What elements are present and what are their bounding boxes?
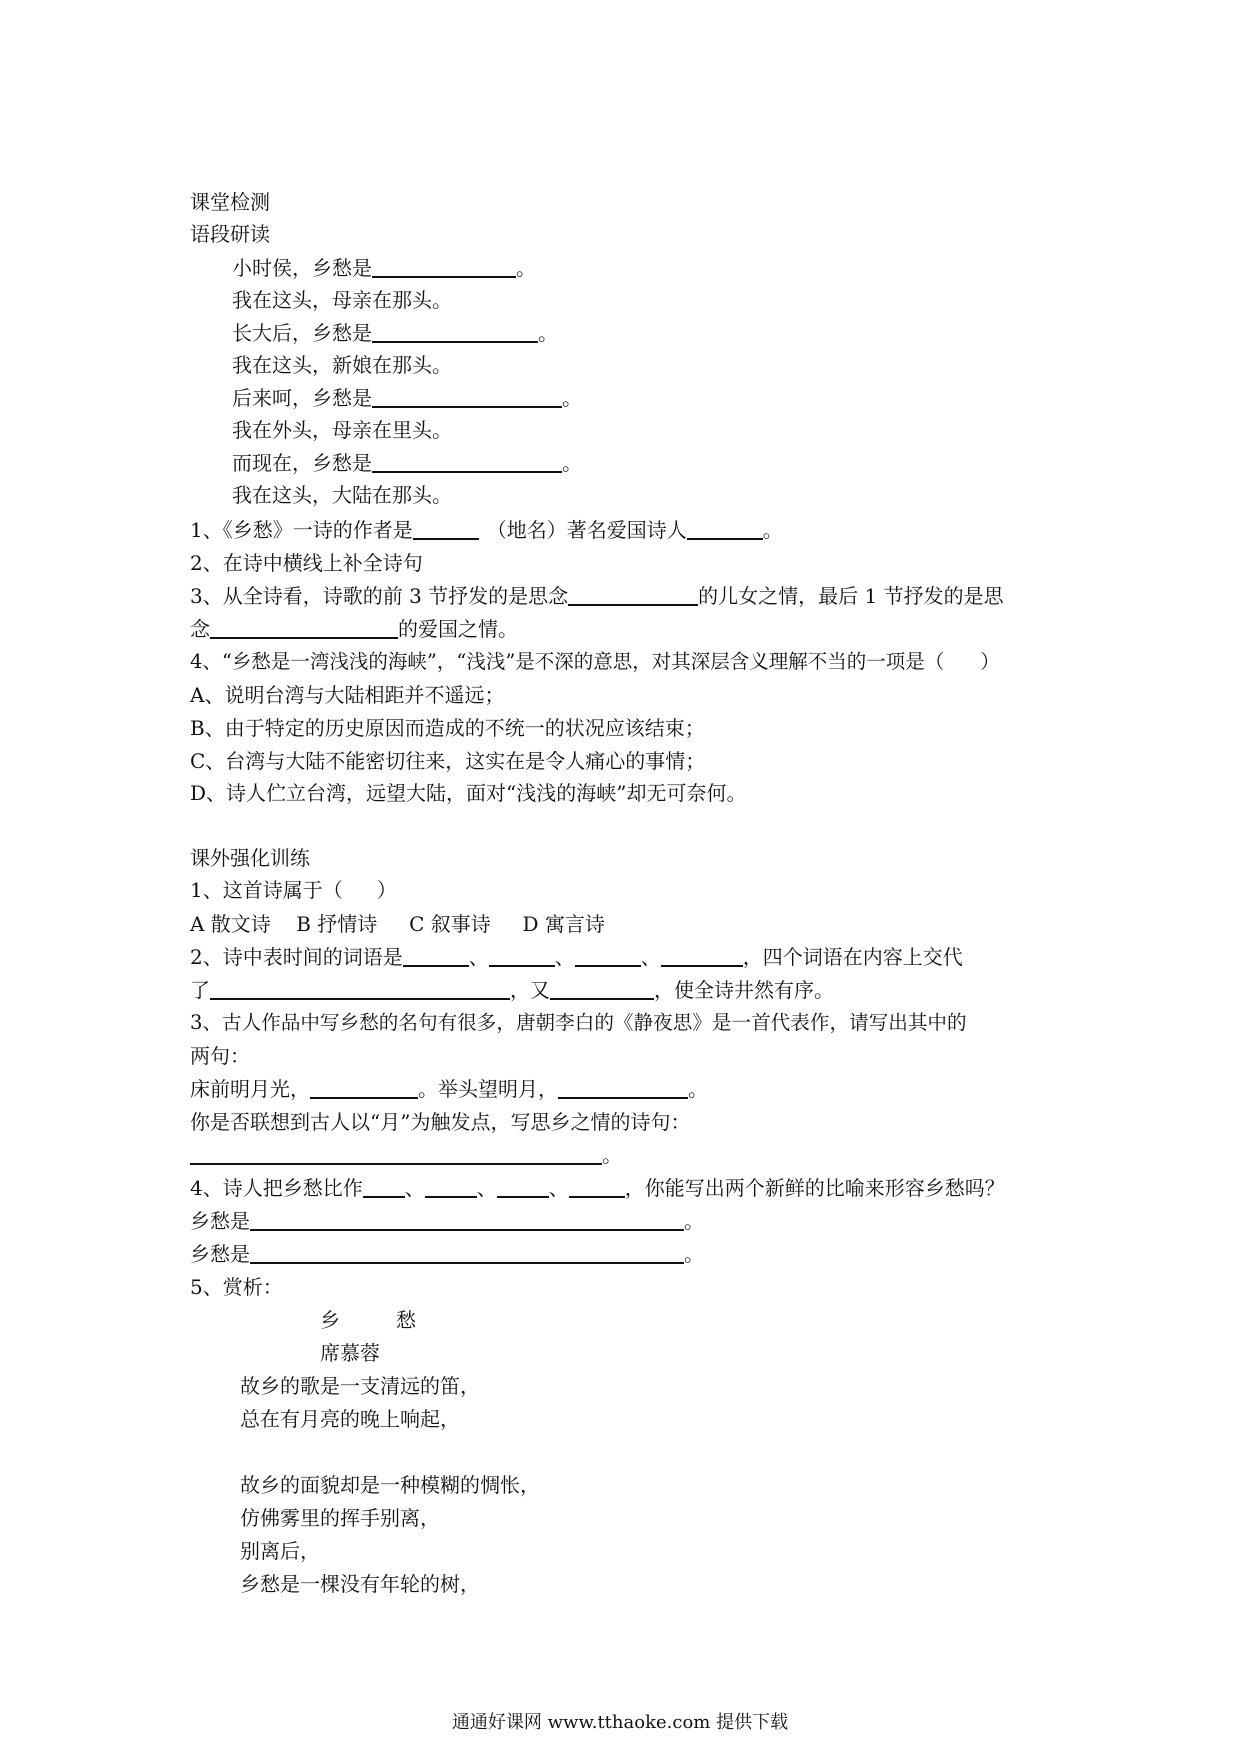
poem-line-3: 长大后，乡愁是 。 — [232, 321, 558, 345]
answer-blank[interactable] — [363, 1176, 405, 1198]
poem2-line-1: 故乡的歌是一支清远的笛， — [240, 1374, 480, 1398]
poem2-line-4: 仿佛雾里的挥手别离， — [240, 1506, 440, 1530]
training-question-5: 5、赏析： — [190, 1275, 283, 1299]
poem-line-1: 小时侯，乡愁是 。 — [232, 256, 536, 280]
question-3-line-1: 3、从全诗看，诗歌的前 3 节抒发的是思念 的儿女之情，最后 1 节抒发的是思 — [190, 584, 1004, 608]
training-question-4-line-1: 4、诗人把乡愁比作 、 、 、 ，你能写出两个新鲜的比喻来形容乡愁吗？ — [190, 1176, 1005, 1200]
question-1: 1、《乡愁》一诗的作者是 （地名）著名爱国诗人 。 — [190, 518, 783, 542]
training-question-4-line-2: 乡愁是 。 — [190, 1209, 704, 1233]
poem2-line-5: 别离后， — [240, 1539, 320, 1563]
section-title-training: 课外强化训练 — [190, 846, 310, 870]
poem-title: 乡 愁 — [320, 1308, 416, 1332]
training-question-1-options[interactable]: A 散文诗 B 抒情诗 C 叙事诗 D 寓言诗 — [190, 912, 605, 936]
answer-blank[interactable] — [489, 945, 555, 967]
question-4-option-c[interactable]: C、台湾与大陆不能密切往来，这实在是令人痛心的事情； — [190, 749, 706, 773]
poem-line-8: 我在这头，大陆在那头。 — [232, 483, 452, 507]
poem2-line-6: 乡愁是一棵没有年轮的树， — [240, 1572, 480, 1596]
answer-blank[interactable] — [425, 1176, 477, 1198]
answer-blank[interactable] — [250, 1209, 684, 1231]
answer-blank[interactable] — [413, 518, 479, 540]
answer-blank[interactable] — [558, 1077, 688, 1099]
answer-blank[interactable] — [372, 321, 538, 343]
training-question-3-line-1: 3、古人作品中写乡愁的名句有很多，唐朝李白的《静夜思》是一首代表作，请写出其中的 — [190, 1011, 967, 1034]
training-question-2-line-1: 2、诗中表时间的词语是 、 、 、 ，四个词语在内容上交代 — [190, 945, 963, 969]
training-question-3-line-5: 。 — [190, 1143, 622, 1167]
training-question-3-line-2: 两句： — [190, 1044, 250, 1068]
answer-blank[interactable] — [568, 584, 698, 606]
answer-blank[interactable] — [250, 1242, 684, 1264]
poem-line-5: 后来呵，乡愁是 。 — [232, 386, 582, 410]
answer-blank[interactable] — [687, 518, 763, 540]
poem-line-4: 我在这头，新娘在那头。 — [232, 353, 452, 377]
question-4-option-b[interactable]: B、由于特定的历史原因而造成的不统一的状况应该结束； — [190, 716, 705, 740]
answer-blank[interactable] — [569, 1176, 625, 1198]
answer-blank[interactable] — [372, 256, 516, 278]
answer-blank[interactable] — [310, 1077, 418, 1099]
training-question-1: 1、这首诗属于（ ） — [190, 878, 397, 902]
section-title-reading: 语段研读 — [190, 222, 270, 246]
answer-blank[interactable] — [661, 945, 743, 967]
answer-blank[interactable] — [575, 945, 641, 967]
poem-author: 席慕蓉 — [320, 1341, 380, 1365]
answer-blank[interactable] — [210, 978, 510, 1000]
question-4-stem: 4、“乡愁是一湾浅浅的海峡”，“浅浅”是不深的意思，对其深层含义理解不当的一项是（ ） — [190, 650, 1000, 673]
question-3-line-2: 念 的爱国之情。 — [190, 617, 518, 641]
poem-line-7: 而现在，乡愁是 。 — [232, 451, 582, 475]
answer-blank[interactable] — [372, 451, 562, 473]
answer-blank[interactable] — [403, 945, 469, 967]
answer-blank[interactable] — [210, 617, 398, 639]
answer-blank[interactable] — [550, 978, 654, 1000]
poem2-line-2: 总在有月亮的晚上响起， — [240, 1407, 460, 1431]
page-footer: 通通好课网 www.tthaoke.com 提供下载 — [451, 1712, 789, 1733]
training-question-2-line-2: 了 ，又 ，使全诗井然有序。 — [190, 978, 834, 1002]
question-2: 2、在诗中横线上补全诗句 — [190, 551, 423, 575]
question-4-option-d[interactable]: D、诗人伫立台湾，远望大陆，面对“浅浅的海峡”却无可奈何。 — [190, 781, 747, 805]
training-question-4-line-3: 乡愁是 。 — [190, 1242, 704, 1266]
poem-line-2: 我在这头，母亲在那头。 — [232, 288, 452, 312]
training-question-3-line-4: 你是否联想到古人以“月”为触发点，写思乡之情的诗句： — [190, 1110, 691, 1134]
answer-blank[interactable] — [190, 1143, 602, 1165]
poem-line-6: 我在外头，母亲在里头。 — [232, 418, 452, 442]
question-4-option-a[interactable]: A、说明台湾与大陆相距并不遥远； — [190, 683, 505, 707]
answer-blank[interactable] — [497, 1176, 549, 1198]
answer-blank[interactable] — [372, 386, 562, 408]
section-title-check: 课堂检测 — [190, 190, 270, 214]
training-question-3-line-3: 床前明月光， 。举头望明月， 。 — [190, 1077, 708, 1101]
poem2-line-3: 故乡的面貌却是一种模糊的惆怅， — [240, 1473, 540, 1497]
